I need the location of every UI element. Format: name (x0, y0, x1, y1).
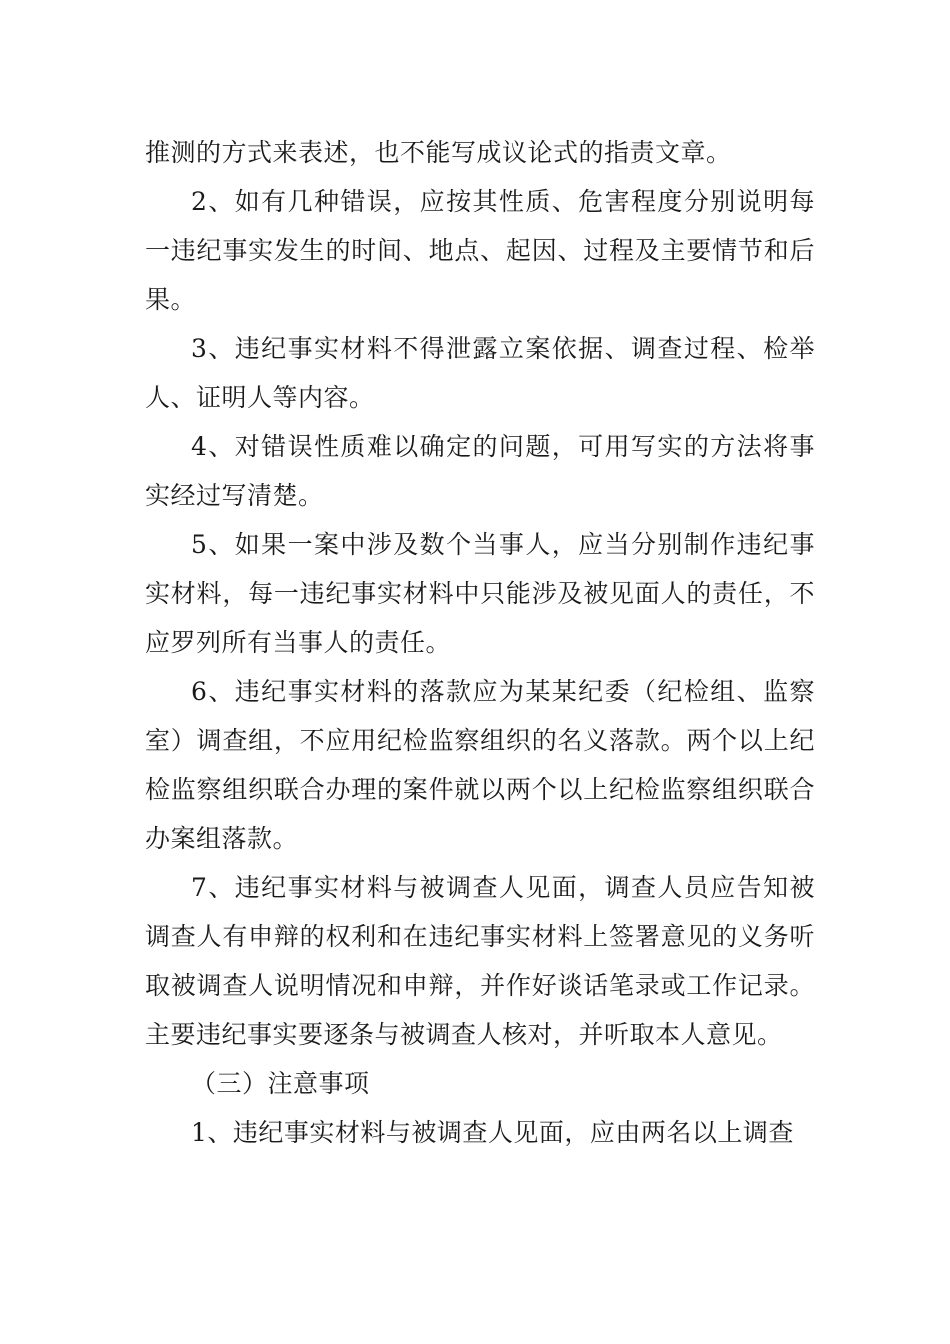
paragraph-notes-item-1: 1、违纪事实材料与被调查人见面，应由两名以上调查 (191, 1118, 794, 1147)
paragraph-continuation: 推测的方式来表述，也不能写成议论式的指责文章。 (145, 138, 732, 167)
paragraph-item-6: 6、违纪事实材料的落款应为某某纪委（纪检组、监察室）调查组，不应用纪检监察组织的名义落款。两个以上纪检监察组织联合办理的案件就以两个以上纪检监察组织联合办案组落款。 (145, 677, 815, 853)
document-body (145, 128, 815, 1157)
section-heading-notes: （三）注意事项 (191, 1069, 370, 1098)
paragraph-item-5: 5、如果一案中涉及数个当事人，应当分别制作违纪事实材料，每一违纪事实材料中只能涉及被见面人的责任，不应罗列所有当事人的责任。 (145, 530, 815, 657)
paragraph-item-4: 4、对错误性质难以确定的问题，可用写实的方法将事实经过写清楚。 (145, 432, 815, 510)
paragraph-item-2: 2、如有几种错误，应按其性质、危害程度分别说明每一违纪事实发生的时间、地点、起因、过程及主要情节和后果。 (145, 187, 815, 314)
paragraph-item-7: 7、违纪事实材料与被调查人见面，调查人员应告知被调查人有申辩的权利和在违纪事实材料上签署意见的义务听取被调查人说明情况和申辩，并作好谈话笔录或工作记录。主要违纪事实要逐条与被调查人核对，并听取本人意见。 (145, 873, 815, 1049)
paragraph-item-3: 3、违纪事实材料不得泄露立案依据、调查过程、检举人、证明人等内容。 (145, 334, 815, 412)
